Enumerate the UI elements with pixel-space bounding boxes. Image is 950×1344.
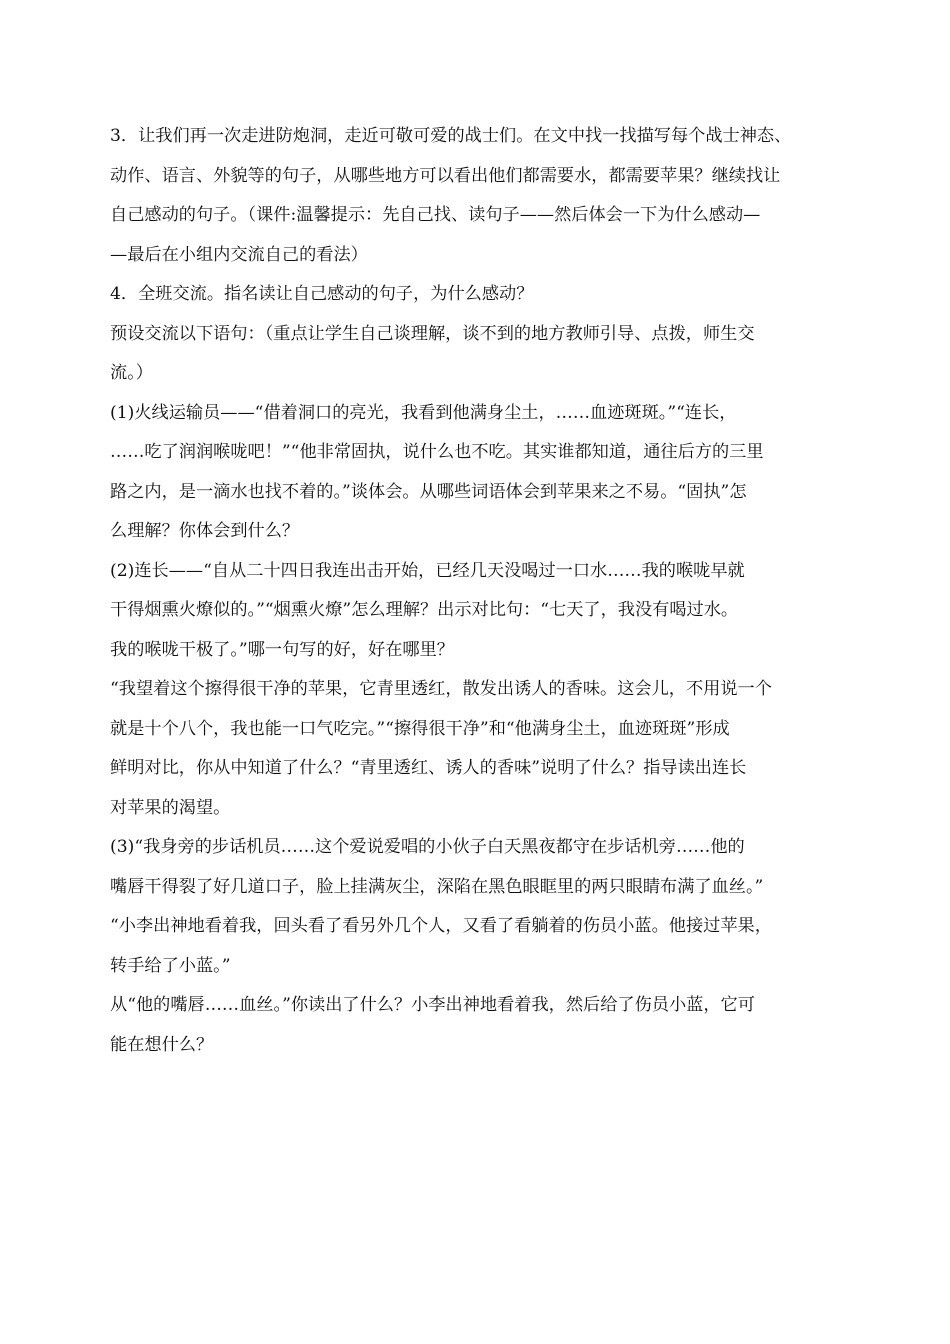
text-line: 流。） <box>110 363 153 383</box>
document-page <box>110 117 840 1065</box>
text-line: 3．让我们再一次走进防炮洞，走近可敬可爱的战士们。在文中找一找描写每个战士神态、 <box>110 126 792 146</box>
text-line: 对苹果的渴望。 <box>110 797 231 818</box>
text-line: 能在想什么？ <box>110 1034 214 1055</box>
text-line: (2)连长——“自从二十四日我连出击开始，已经几天没喝过一口水……我的喉咙早就 <box>110 560 745 581</box>
text-line: 预设交流以下语句：（重点让学生自己谈理解，谈不到的地方教师引导、点拨，师生交 <box>110 323 755 344</box>
text-line: 动作、语言、外貌等的句子，从哪些地方可以看出他们都需要水，都需要苹果？继续找让 <box>110 165 781 186</box>
text-line: “小李出神地看着我，回头看了看另外几个人，又看了看躺着的伤员小蓝。他接过苹果， <box>110 916 772 936</box>
text-line: 从“他的嘴唇……血丝。”你读出了什么？小李出神地看着我，然后给了伤员小蓝，它可 <box>110 995 755 1015</box>
text-line: (1)火线运输员——“借着洞口的亮光，我看到他满身尘土，……血迹斑斑。”“连长， <box>110 402 737 423</box>
text-line: —最后在小组内交流自己的看法） <box>110 244 368 265</box>
text-line: 干得烟熏火燎似的。”“烟熏火燎”怎么理解？出示对比句：“七天了，我没有喝过水。 <box>110 600 739 620</box>
text-line: ……吃了润润喉咙吧！”“他非常固执，说什么也不吃。其实谁都知道，通往后方的三里 <box>110 442 764 462</box>
text-line: 鲜明对比，你从中知道了什么？“青里透红、诱人的香味”说明了什么？指导读出连长 <box>110 758 747 778</box>
text-line: 就是十个八个，我也能一口气吃完。”“擦得很干净”和“他满身尘土，血迹斑斑”形成 <box>110 718 730 739</box>
text-line: “我望着这个擦得很干净的苹果，它青里透红，散发出诱人的香味。这会儿，不用说一个 <box>110 679 772 699</box>
text-line: 嘴唇干得裂了好几道口子，脸上挂满灰尘，深陷在黑色眼眶里的两只眼睛布满了血丝。” <box>110 876 764 897</box>
text-line: 自己感动的句子。（课件:温馨提示：先自己找、读句子——然后体会一下为什么感动— <box>110 205 761 225</box>
text-line: 我的喉咙干极了。”哪一句写的好，好在哪里？ <box>110 639 454 660</box>
text-line: 4．全班交流。指名读让自己感动的句子，为什么感动？ <box>110 284 534 304</box>
text-line: 转手给了小蓝。” <box>110 955 231 976</box>
text-line: 路之内，是一滴水也找不着的。”谈体会。从哪些词语体会到苹果来之不易。“固执”怎 <box>110 481 747 502</box>
text-line: 么理解？你体会到什么？ <box>110 521 300 541</box>
text-line: (3)“我身旁的步话机员……这个爱说爱唱的小伙子白天黑夜都守在步话机旁……他的 <box>110 837 745 857</box>
